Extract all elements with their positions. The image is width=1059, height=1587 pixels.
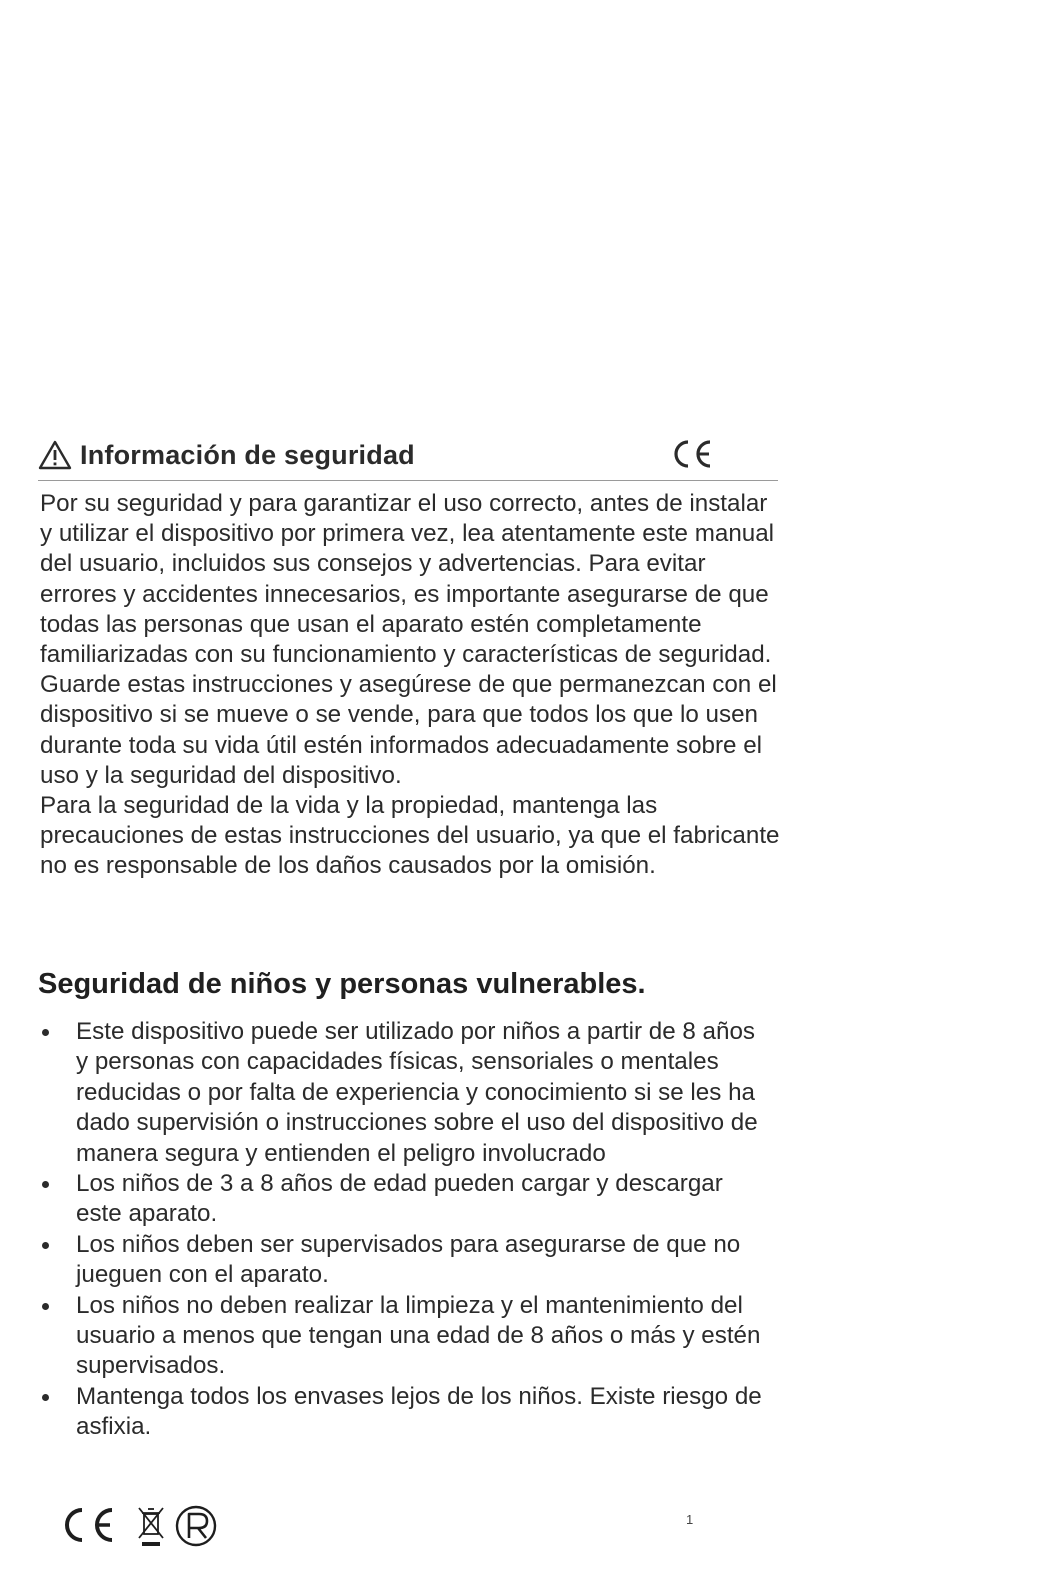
page-title: Información de seguridad [80, 440, 415, 470]
weee-bin-icon [139, 1508, 163, 1546]
bullet-icon [42, 1181, 49, 1188]
safety-bullet-list [40, 1017, 770, 1443]
bullet-icon [42, 1303, 49, 1310]
bullet-icon [42, 1242, 49, 1249]
list-item: Los niños deben ser supervisados para asegurarse de que no jueguen con el aparato. [40, 1230, 770, 1291]
registered-mark-icon [177, 1507, 215, 1545]
certification-marks [62, 1500, 232, 1550]
intro-text [40, 489, 780, 882]
ce-mark-icon [67, 1510, 112, 1540]
list-item: Mantenga todos los envases lejos de los niños. Existe riesgo de asfixia. [40, 1382, 770, 1443]
ce-mark-icon [668, 436, 716, 472]
list-item: Este dispositivo puede ser utilizado por niños a partir de 8 años y personas con capacidades físicas, sensoriales o mentales reducidas o por falta de experiencia y conocimiento si se les ha dado supervisión o instrucciones sobre el uso del dispositivo de manera segura y entienden el peligro involucrado [40, 1017, 770, 1169]
section-header [38, 434, 778, 481]
bullet-icon [42, 1029, 49, 1036]
list-item: Los niños no deben realizar la limpieza y el mantenimiento del usuario a menos que tengan una edad de 8 años o más y estén supervisados. [40, 1291, 770, 1382]
warning-triangle-icon [38, 440, 72, 470]
intro-paragraph-2: Para la seguridad de la vida y la propiedad, mantenga las precauciones de estas instrucciones del usuario, ya que el fabricante no es responsable de los daños causados por la omisión. [40, 792, 780, 880]
section-heading: Seguridad de niños y personas vulnerables. [38, 968, 646, 1000]
bullet-icon [42, 1394, 49, 1401]
list-item: Los niños de 3 a 8 años de edad pueden cargar y descargar este aparato. [40, 1169, 770, 1230]
intro-paragraph-1: Por su seguridad y para garantizar el uso correcto, antes de instalar y utilizar el dispositivo por primera vez, lea atentamente este manual del usuario, incluidos sus consejos y advertencias. Para evitar errores y accidentes innecesarios, es importante asegurarse de que todas las personas que usan el aparato estén completamente familiarizadas con su funcionamiento y características de seguridad. Guarde estas instrucciones y asegúrese de que permanezcan con el dispositivo si se mueve o se vende, para que todos los que lo usen durante toda su vida útil estén informados adecuadamente sobre el uso y la seguridad del dispositivo. [40, 490, 777, 789]
page-number: 1 [686, 1512, 694, 1527]
